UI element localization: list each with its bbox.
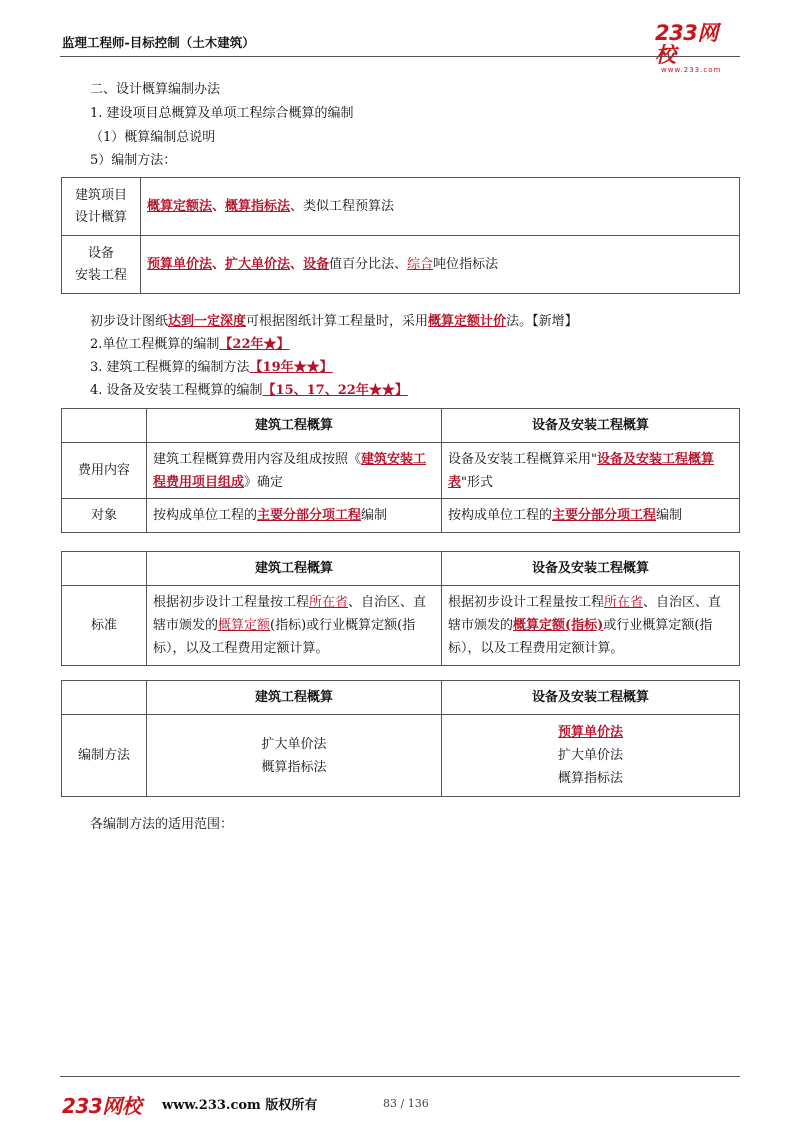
plain-text: 设备及安装工程概算采用" [448,451,597,467]
plain-text: 按构成单位工程的 [448,508,553,523]
closing-line: 各编制方法的适用范围： [90,817,234,832]
table-cell [442,443,740,499]
table-row [62,443,740,499]
plain-text: 3. 建筑工程概算的编制方法 [90,360,250,375]
plain-text: 编制 [361,508,388,523]
table-row [62,499,740,533]
highlight-term: 所在省 [309,595,349,610]
empty-cell [62,409,147,443]
plain-text: 、类似工程预算法 [290,199,395,214]
column-header: 设备及安装工程概算 [442,409,740,443]
comparison-table-content [61,408,740,533]
row-header-line2: 设计概算 [74,209,127,225]
footer-divider [60,1076,740,1077]
separator: 、 [212,199,226,214]
row-header: 编制方法 [62,715,147,797]
plain-text: 根据初步设计工程量按工程 [153,595,310,610]
separator: 、 [212,257,226,272]
plain-text: (指标)或行业概算定额(指标），以及工程费用定额计算。 [153,618,416,656]
method-item-highlight: 预算单价法 [557,725,623,740]
logo-url: www.233.com [661,66,722,74]
paragraph-design-drawings [90,310,578,329]
plain-text: 吨位指标法 [433,257,499,272]
method-table [61,177,740,294]
separator: 、 [290,257,304,272]
plain-text: 可根据图纸计算工程量时，采用 [246,314,429,329]
highlight-term: 主要分部分项工程 [257,508,362,523]
plain-text: 法。【新增】 [506,314,578,329]
highlight-term: 综合 [407,257,434,272]
plain-text: 初步设计图纸 [90,314,169,329]
column-header: 建筑工程概算 [147,552,442,586]
paragraph-equipment-method [90,379,408,398]
table-row [62,178,740,236]
table-cell [147,715,442,797]
table-header-row [62,409,740,443]
highlight-term: 设备及安装工程概算表 [448,451,714,490]
plain-text: 编制 [656,508,683,523]
plain-text: 》确定 [244,474,284,490]
highlight-term: 概算定额 [218,618,271,633]
comparison-table-standard [61,551,740,666]
table-row [62,236,740,294]
table-cell [147,443,442,499]
row-header: 对象 [62,499,147,533]
row-header [62,236,141,294]
exam-year-tag: 【15、17、22年★★】 [262,383,408,398]
row-header-line1: 建筑项目 [74,187,127,203]
plain-text: "形式 [461,474,493,490]
paragraph-unit-project [90,333,290,352]
table-cell [442,586,740,666]
section-heading: 二、设计概算编制办法 [90,82,221,97]
plain-text: 或行业概算定额(指标），以及工程费用定额计算。 [448,618,713,656]
table-row [62,586,740,666]
exam-year-tag: 【19年★★】 [249,360,333,375]
table-header-row [62,681,740,715]
plain-text: 2.单位工程概算的编制 [90,337,220,352]
row-content [141,178,740,236]
column-header: 建筑工程概算 [147,681,442,715]
plain-text: 根据初步设计工程量按工程 [448,595,605,610]
subsection-heading: 1. 建设项目总概算及单项工程综合概算的编制 [90,106,354,121]
highlight-term: 概算定额法 [147,199,213,214]
plain-text: 值百分比法、 [329,257,408,272]
table-cell [442,715,740,797]
method-item: 概算指标法 [261,759,327,775]
row-content [141,236,740,294]
method-item: 概算指标法 [557,771,623,786]
column-header: 设备及安装工程概算 [442,681,740,715]
paragraph-building-method [90,356,333,375]
highlight-term: 概算定额计价 [428,314,507,329]
column-header: 建筑工程概算 [147,409,442,443]
item-heading: （1）概算编制总说明 [90,130,216,145]
plain-text: 、自治区、直辖市颁发的 [448,595,722,633]
footer-logo: 233网校 [62,1094,142,1118]
table-cell [442,499,740,533]
highlight-term: 主要分部分项工程 [552,508,657,523]
header-divider [60,56,740,57]
plain-text: 按构成单位工程的 [153,508,258,523]
comparison-table-methods [61,680,740,797]
page-number: 83 / 136 [383,1097,429,1110]
empty-cell [62,552,147,586]
row-header: 费用内容 [62,443,147,499]
table-cell [147,499,442,533]
table-cell [147,586,442,666]
highlight-term: 建筑安装工程费用项目组成 [153,451,427,490]
highlight-term: 预算单价法 [147,257,213,272]
logo-text: 233网校 [655,21,718,67]
plain-text: 建筑工程概算费用内容及组成按照《 [153,451,362,467]
highlight-term: 概算指标法 [225,199,291,214]
highlight-term: 达到一定深度 [168,314,247,329]
document-header-title: 监理工程师-目标控制（土木建筑） [62,35,255,50]
table-header-row [62,552,740,586]
plain-text: 、自治区、直辖市颁发的 [153,595,427,633]
column-header: 设备及安装工程概算 [442,552,740,586]
row-header-line2: 安装工程 [74,267,127,283]
highlight-term: 概算定额(指标) [513,618,604,633]
row-header: 标准 [62,586,147,666]
row-header [62,178,141,236]
exam-year-tag: 【22年★】 [219,337,290,352]
footer-copyright: www.233.com 版权所有 [162,1098,318,1113]
method-item: 扩大单价法 [261,736,327,752]
highlight-term: 设备 [303,257,330,272]
table-row [62,715,740,797]
highlight-term: 所在省 [604,595,644,610]
plain-text: 4. 设备及安装工程概算的编制 [90,383,263,398]
highlight-term: 扩大单价法 [225,257,291,272]
method-heading: 5）编制方法： [90,153,177,168]
method-item: 扩大单价法 [557,748,623,763]
row-header-line1: 设备 [87,245,114,261]
brand-logo [655,22,735,74]
empty-cell [62,681,147,715]
